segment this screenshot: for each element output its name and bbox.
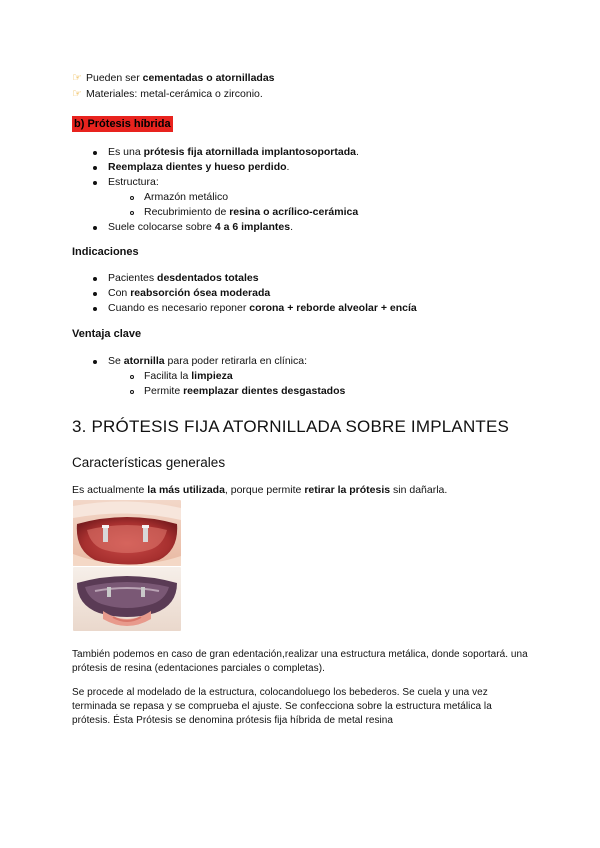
indicaciones-heading: Indicaciones [72, 246, 139, 258]
paragraph-1: También podemos en caso de gran edentación,realizar una estructura metálica, donde soportará. una prótesis de resina (edentaciones parciales o completas). [72, 649, 528, 674]
list-item: Con reabsorción ósea moderada [108, 287, 271, 299]
list-item: Pacientes desdentados totales [108, 272, 259, 284]
section-3-subtitle: Características generales [72, 455, 226, 470]
paragraph-2: Se procede al modelado de la estructura, colocandoluego los bebederos. Se cuela y una vez terminada se repasa y se comprueba el ajuste. Se confecciona sobre la estructura metálica la prótesis. Ésta Prótesis se denomina prótesis fija híbrida de metal resina [72, 687, 492, 726]
bullet-dot [93, 277, 97, 281]
list-item: Cuando es necesario reponer corona + reborde alveolar + encía [108, 302, 417, 314]
list-subitem: Armazón metálico [144, 191, 229, 203]
list-subitem: Permite reemplazar dientes desgastados [144, 385, 346, 397]
bullet-dot [93, 307, 97, 311]
bullet-circle [130, 375, 134, 379]
list-subitem: Facilita la limpieza [144, 370, 233, 382]
ventaja-heading: Ventaja clave [72, 328, 142, 340]
bullet-circle [130, 211, 134, 215]
list-item: Es una prótesis fija atornillada implantosoportada. [108, 146, 359, 158]
list-subitem: Recubrimiento de resina o acrílico-cerámica [144, 206, 359, 218]
list-item: Se atornilla para poder retirarla en clínica: [108, 355, 308, 367]
section-3-lead: Es actualmente la más utilizada, porque permite retirar la prótesis sin dañarla. [72, 484, 448, 496]
bullet-dot [93, 166, 97, 170]
bullet-circle [130, 390, 134, 394]
pointing-hand-icon: ☞ [72, 88, 82, 100]
list-item: Estructura: [108, 176, 159, 188]
section-3-title: 3. PRÓTESIS FIJA ATORNILLADA SOBRE IMPLANTES [72, 417, 510, 436]
list-item: Reemplaza dientes y hueso perdido. [108, 161, 290, 173]
section-b-heading: b) Prótesis híbrida [74, 118, 171, 130]
bullet-dot [93, 181, 97, 185]
bullet-dot [93, 151, 97, 155]
bullet-dot [93, 292, 97, 296]
bullet-circle [130, 196, 134, 200]
implant-photo-1 [73, 500, 181, 566]
intro-line-1: ☞ Pueden ser cementadas o atornilladas [72, 72, 275, 84]
bullet-dot [93, 360, 97, 364]
pointing-hand-icon: ☞ [72, 72, 82, 84]
bullet-dot [93, 226, 97, 230]
implant-photo-2 [73, 567, 181, 631]
list-item: Suele colocarse sobre 4 a 6 implantes. [108, 221, 294, 233]
intro-line-2: ☞ Materiales: metal-cerámica o zirconio. [72, 88, 263, 100]
